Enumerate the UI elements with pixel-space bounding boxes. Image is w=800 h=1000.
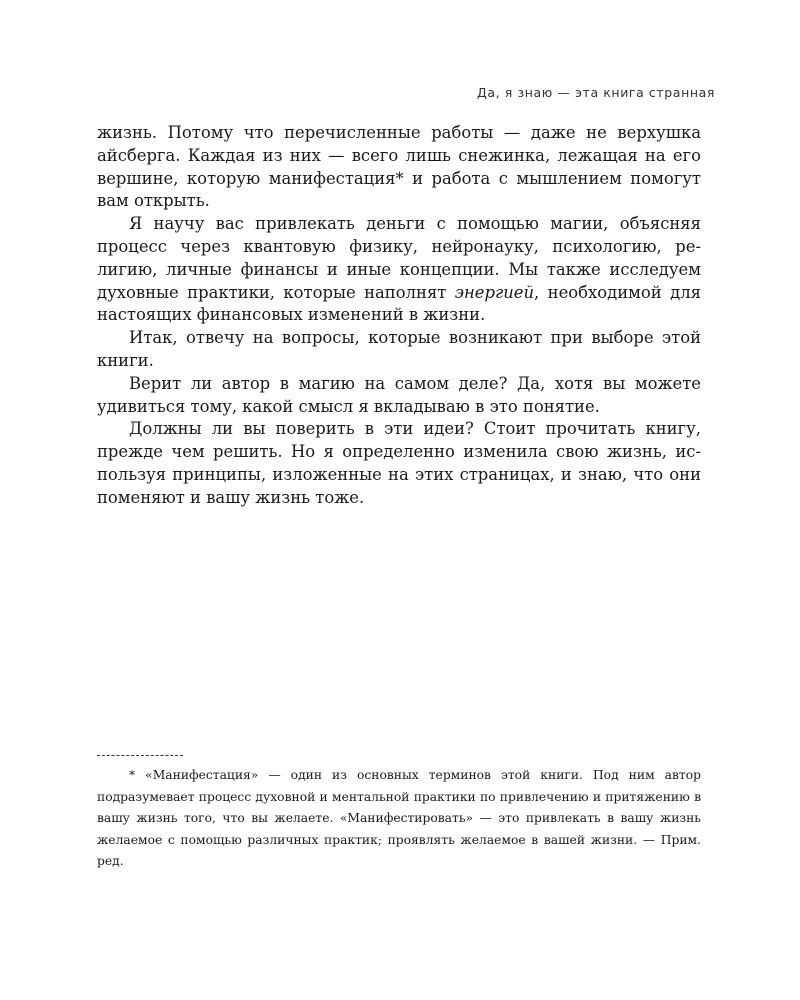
footnote: * «Манифестация» — один из основных терминов этой книги. Под ним автор подразумевает процесс духовной и ментальной практики по привлечению и притяжению в вашу жизнь того, что вы желаете. «Манифестировать» — это привлекать в вашу жизнь желаемое с помощью различных практик; проявлять желаемое в вашей жизни. — Прим. ред. [97, 768, 701, 869]
paragraph-2 [97, 213, 701, 327]
paragraph-1: жизнь. Потому что перечисленные работы — даже не верхушка айсберга. Каждая из них — всего лишь снежинка, лежащая на его вершине, которую манифестация* и работа с мышлением помогут вам открыть. [97, 123, 701, 211]
footnote-separator [97, 755, 183, 756]
paragraph-4: Верит ли автор в магию на самом деле? Да, хотя вы можете удивиться тому, какой смысл я вкладываю в это понятие. [97, 373, 701, 416]
paragraph-2-end: , необходимой для настоящих финансовых изменений в жизни. [97, 282, 701, 325]
running-header: Да, я знаю — эта книга странная [476, 85, 715, 100]
paragraph-2-emphasis: энергией [454, 282, 535, 302]
paragraph-3: Итак, отвечу на вопросы, которые возникают при выборе этой книги. [97, 328, 701, 370]
paragraph-2-start: Я научу вас привлекать деньги с помощью магии, объясняя процесс через квантовую физику, нейронауку, психологию, религию, личные финансы и иные концепции. Мы также исследуем духовные практики, которые наполнят [97, 214, 701, 302]
paragraph-5: Должны ли вы поверить в эти идеи? Стоит прочитать книгу, прежде чем решить. Но я определенно изменила свою жизнь, используя принципы, изложенные на этих страницах, и знаю, что они поменяют и вашу жизнь тоже. [97, 419, 701, 507]
main-text [97, 122, 701, 510]
